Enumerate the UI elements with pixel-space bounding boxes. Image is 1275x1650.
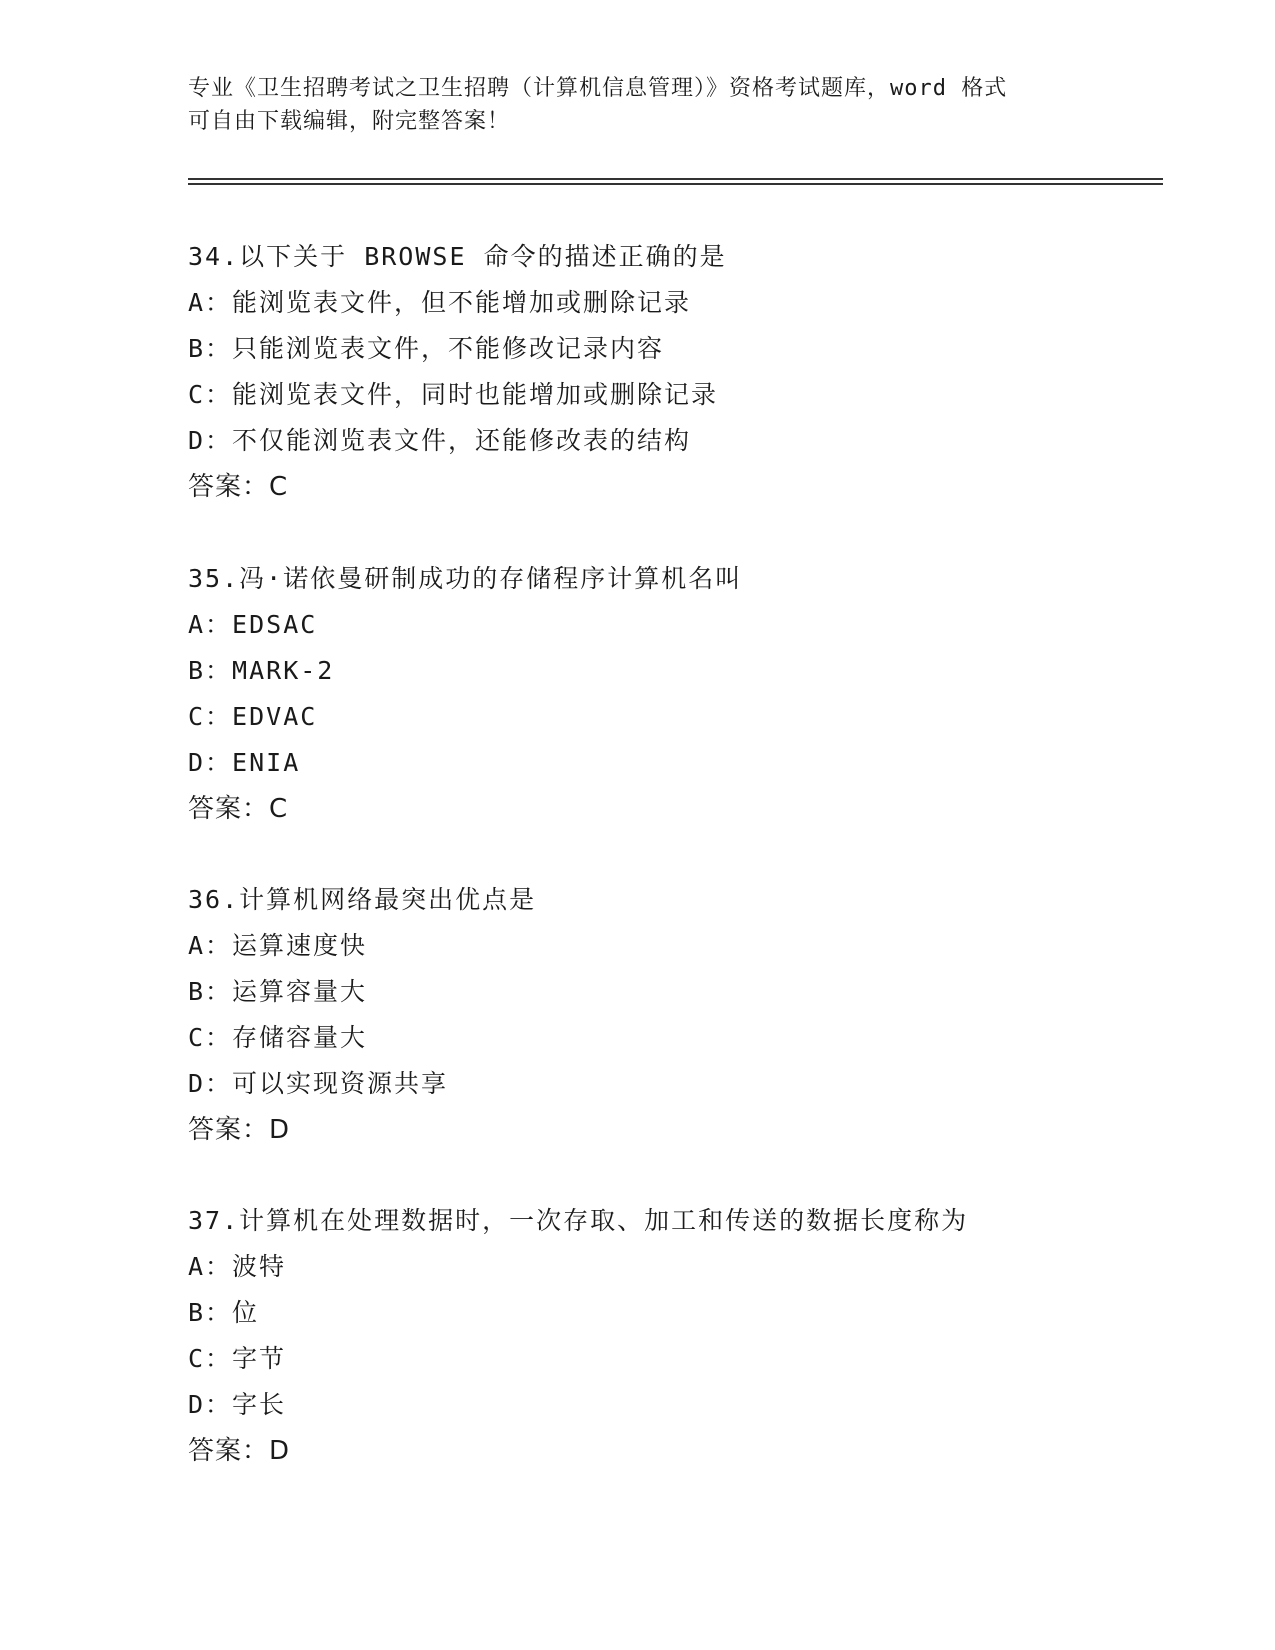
answer-label: 答案：D [188,1115,291,1145]
option-b: B：位 [188,1298,260,1327]
option-d: D：可以实现资源共享 [188,1069,449,1098]
answer-label: 答案：D [188,1436,291,1466]
option-d: D：字长 [188,1390,287,1419]
question-stem: 36.计算机网络最突出优点是 [188,885,537,914]
option-d: D：ENIA [188,748,301,777]
header-divider-bottom [188,183,1163,185]
question-stem: 37.计算机在处理数据时，一次存取、加工和传送的数据长度称为 [188,1206,969,1235]
answer-label: 答案：C [188,794,289,824]
option-b: B：只能浏览表文件，不能修改记录内容 [188,334,665,363]
header-line-2: 可自由下载编辑，附完整答案！ [188,109,511,134]
option-b: B：运算容量大 [188,977,368,1006]
question-34 [188,234,1188,510]
question-35 [188,556,1188,832]
option-b: B：MARK-2 [188,656,335,685]
question-36 [188,877,1188,1153]
question-37 [188,1198,1188,1474]
option-c: C：EDVAC [188,702,318,731]
option-c: C：能浏览表文件，同时也能增加或删除记录 [188,380,719,409]
option-a: A：能浏览表文件，但不能增加或删除记录 [188,288,692,317]
option-d: D：不仅能浏览表文件，还能修改表的结构 [188,426,692,455]
option-a: A：运算速度快 [188,931,368,960]
document-header [188,72,1088,138]
question-stem: 34.以下关于 BROWSE 命令的描述正确的是 [188,242,727,271]
option-a: A：波特 [188,1252,287,1281]
header-divider-top [188,178,1163,180]
option-a: A：EDSAC [188,610,318,639]
option-c: C：字节 [188,1344,287,1373]
option-c: C：存储容量大 [188,1023,368,1052]
question-stem: 35.冯·诺依曼研制成功的存储程序计算机名叫 [188,564,743,593]
header-line-1: 专业《卫生招聘考试之卫生招聘（计算机信息管理）》资格考试题库，word 格式 [188,76,1008,101]
answer-label: 答案：C [188,472,289,502]
